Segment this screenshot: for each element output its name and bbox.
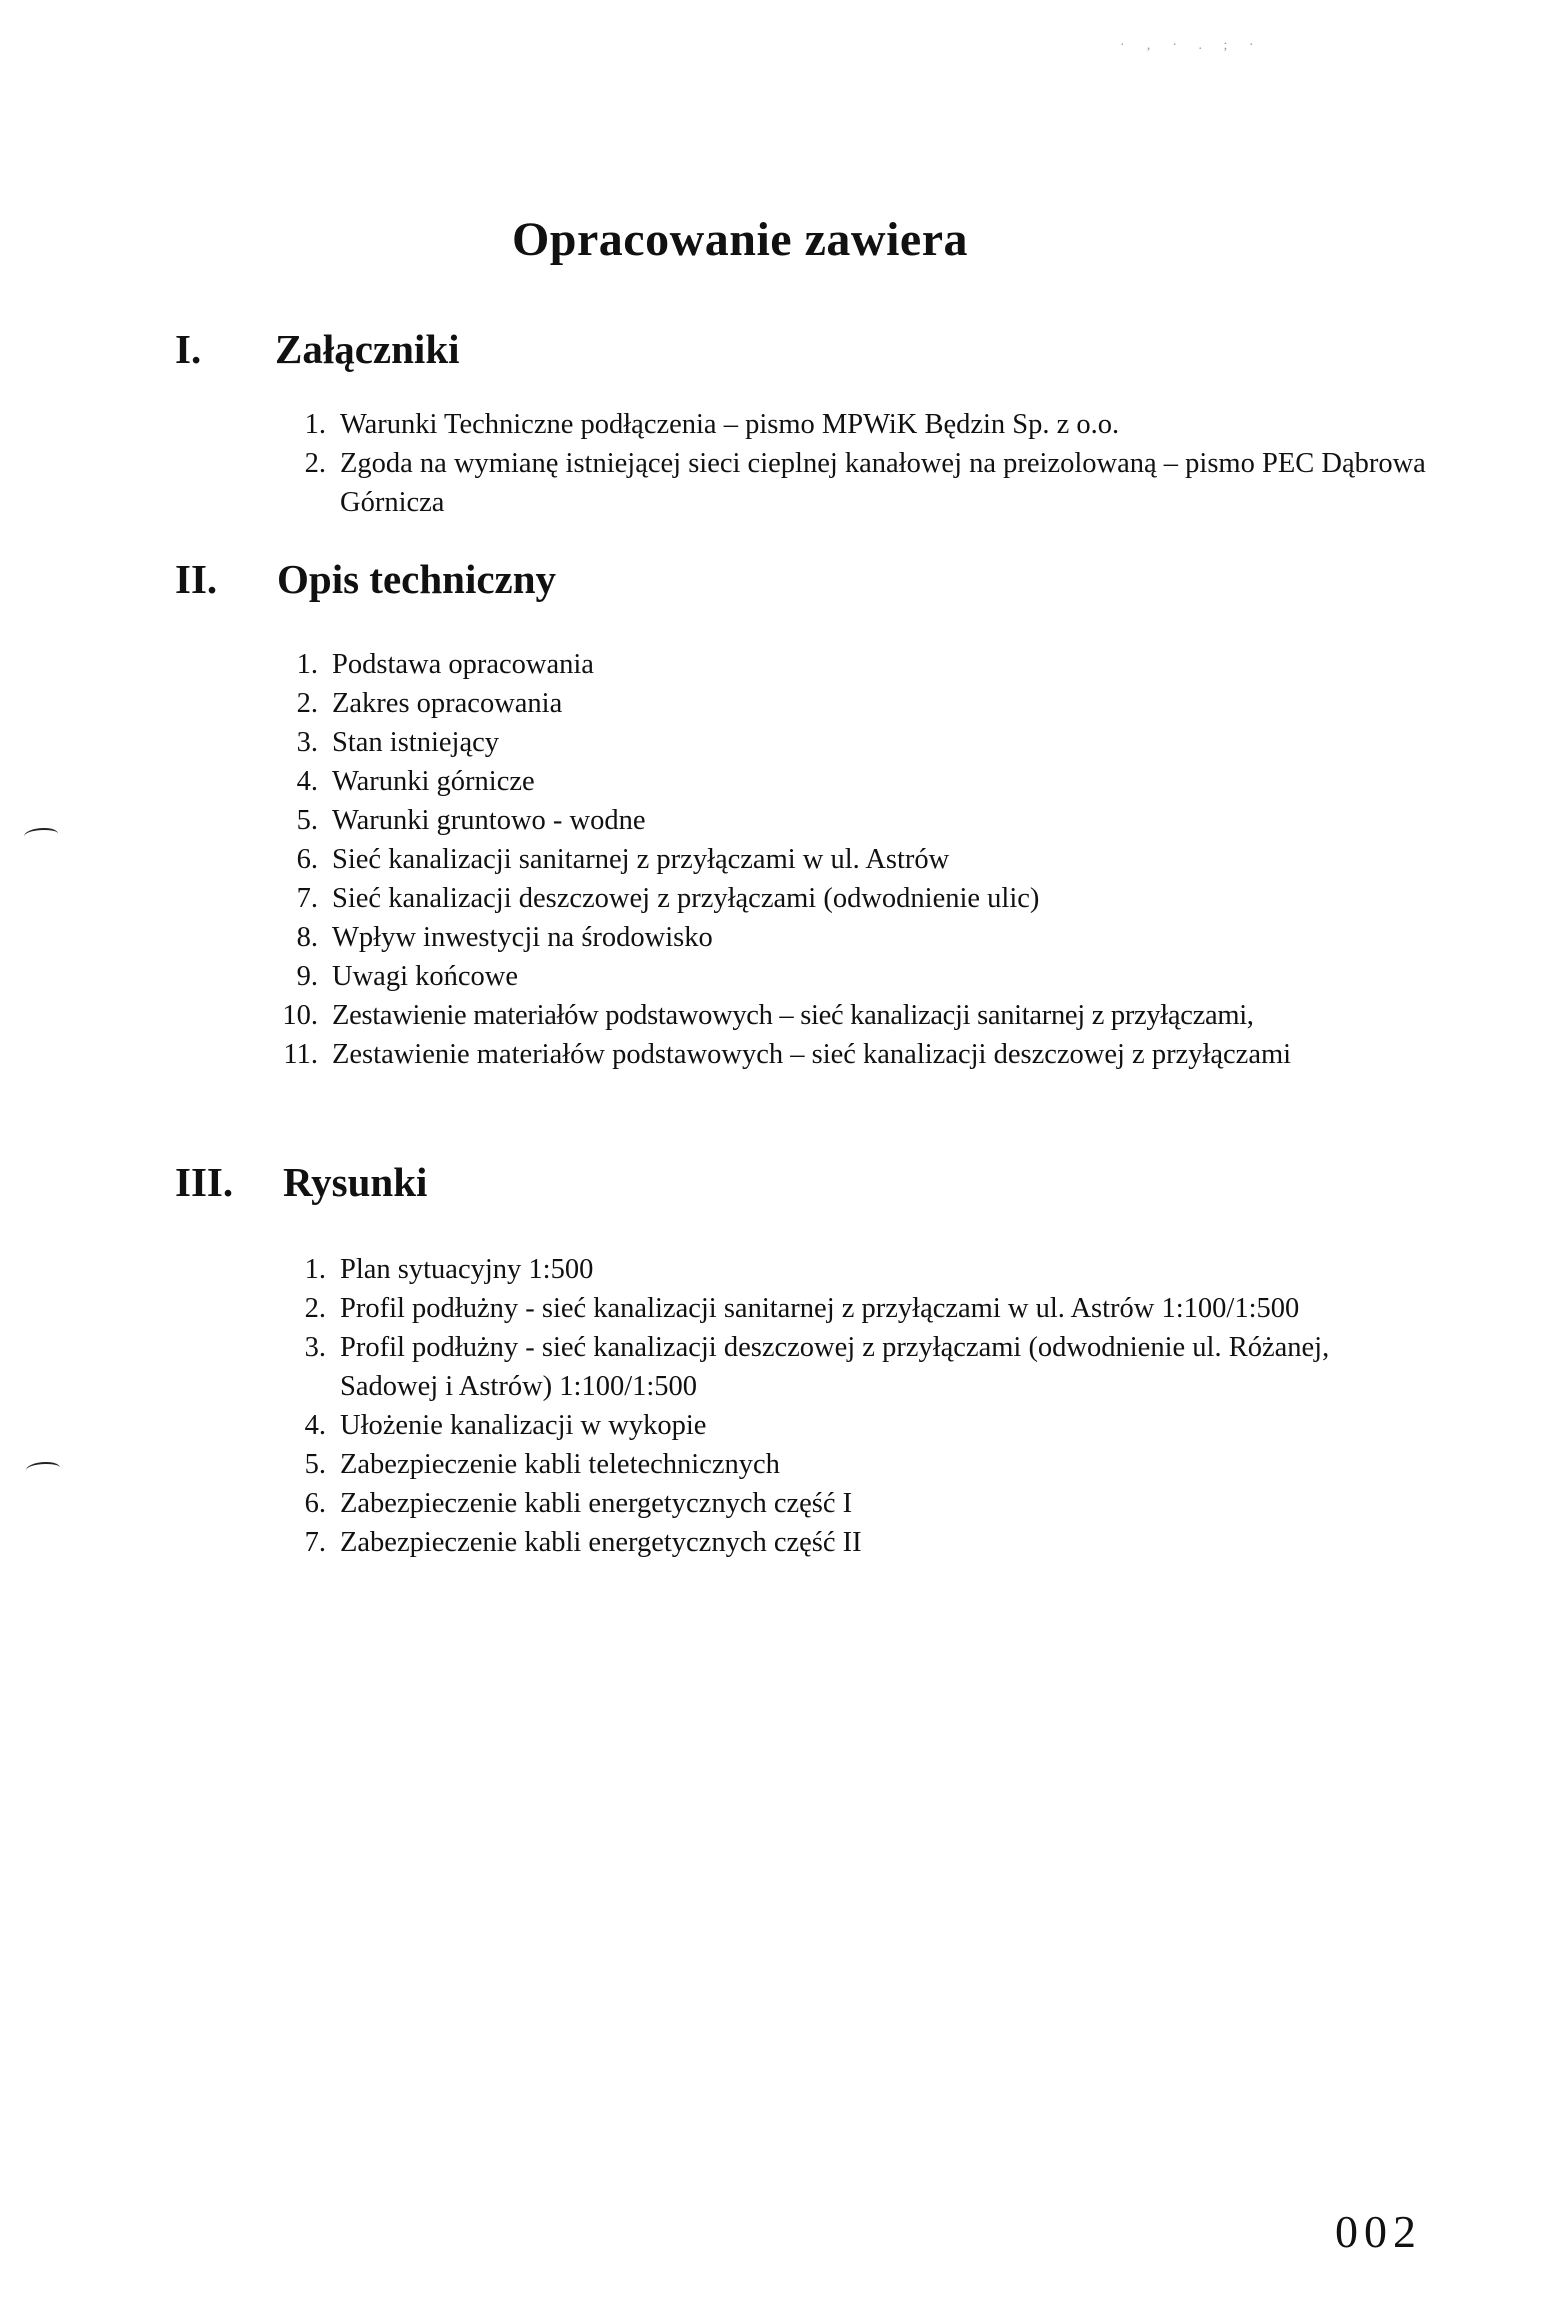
page-title: Opracowanie zawiera (511, 213, 969, 267)
list-item (282, 684, 1462, 723)
list-item (282, 723, 1462, 762)
punch-hole-mark (24, 828, 58, 842)
item-text: Sieć kanalizacji deszczowej z przyłączami (odwodnienie ulic) (332, 883, 1040, 914)
list-item (290, 1523, 1370, 1562)
page-number-stamp: 002 (1335, 2206, 1422, 2257)
list-item (282, 1035, 1332, 1074)
technical-description-list (282, 645, 1462, 1074)
list-item (290, 1328, 1400, 1406)
item-number: 9. (296, 961, 318, 992)
item-text: Plan sytuacyjny 1:500 (340, 1254, 594, 1285)
item-text: Zabezpieczenie kabli teletechnicznych (340, 1449, 780, 1480)
item-number: 11. (283, 1039, 318, 1070)
section-title: Opis techniczny (277, 556, 557, 602)
item-number: 5. (304, 1449, 326, 1480)
item-number: 2. (304, 1293, 326, 1324)
item-number: 2. (296, 688, 318, 719)
attachments-list (290, 405, 1460, 522)
item-number: 1. (304, 409, 326, 440)
list-item (282, 645, 1462, 684)
item-number: 4. (296, 766, 318, 797)
item-text: Zgoda na wymianę istniejącej sieci cieplnej kanałowej na preizolowaną – pismo PEC Dąbrowa Górnicza (340, 448, 1426, 518)
item-text: Warunki gruntowo - wodne (332, 805, 646, 836)
drawings-list (290, 1250, 1370, 1562)
item-text: Zestawienie materiałów podstawowych – sieć kanalizacji deszczowej z przyłączami (332, 1039, 1292, 1070)
item-number: 3. (296, 727, 318, 758)
item-text: Zakres opracowania (332, 688, 563, 719)
list-item (290, 1484, 1370, 1523)
section-title: Rysunki (283, 1159, 428, 1205)
item-number: 1. (304, 1254, 326, 1285)
item-text: Ułożenie kanalizacji w wykopie (340, 1410, 707, 1441)
item-number: 10. (282, 1000, 318, 1031)
list-item (282, 996, 1462, 1035)
list-item (290, 1406, 1370, 1445)
list-item (282, 762, 1462, 801)
list-item (290, 1445, 1370, 1484)
list-item (290, 405, 1460, 444)
item-number: 2. (304, 448, 326, 479)
list-item (282, 840, 1462, 879)
list-item (282, 879, 1462, 918)
list-item (282, 801, 1462, 840)
list-item (290, 444, 1470, 522)
item-number: 7. (296, 883, 318, 914)
section-numeral: II. (175, 556, 218, 602)
list-item (290, 1289, 1360, 1328)
item-number: 4. (304, 1410, 326, 1441)
item-text: Warunki Techniczne podłączenia – pismo MPWiK Będzin Sp. z o.o. (340, 409, 1120, 440)
item-text: Warunki górnicze (332, 766, 535, 797)
scan-artifact-marks: · ‚ · . ; · (1120, 38, 1263, 53)
section-numeral: I. (175, 326, 202, 372)
item-text: Podstawa opracowania (332, 649, 594, 680)
item-text: Stan istniejący (332, 727, 500, 758)
item-text: Profil podłużny - sieć kanalizacji deszczowej z przyłączami (odwodnienie ul. Różanej, Sadowej i Astrów) 1:100/1:500 (340, 1332, 1330, 1402)
item-number: 1. (296, 649, 318, 680)
item-number: 6. (296, 844, 318, 875)
item-number: 6. (304, 1488, 326, 1519)
item-text: Wpływ inwestycji na środowisko (332, 922, 713, 953)
list-item (282, 957, 1462, 996)
item-number: 8. (296, 922, 318, 953)
item-text: Uwagi końcowe (332, 961, 518, 992)
item-number: 7. (304, 1527, 326, 1558)
section-numeral: III. (175, 1159, 234, 1205)
punch-hole-mark (26, 1462, 60, 1476)
item-number: 5. (296, 805, 318, 836)
item-text: Sieć kanalizacji sanitarnej z przyłączami w ul. Astrów (332, 844, 950, 875)
item-text: Profil podłużny - sieć kanalizacji sanitarnej z przyłączami w ul. Astrów 1:100/1:500 (340, 1293, 1300, 1324)
item-number: 3. (304, 1332, 326, 1363)
list-item (282, 918, 1462, 957)
item-text: Zestawienie materiałów podstawowych – sieć kanalizacji sanitarnej z przyłączami, (332, 1000, 1254, 1031)
item-text: Zabezpieczenie kabli energetycznych część I (340, 1488, 853, 1519)
list-item (290, 1250, 1370, 1289)
item-text: Zabezpieczenie kabli energetycznych część II (340, 1527, 862, 1558)
section-title: Załączniki (275, 326, 460, 372)
